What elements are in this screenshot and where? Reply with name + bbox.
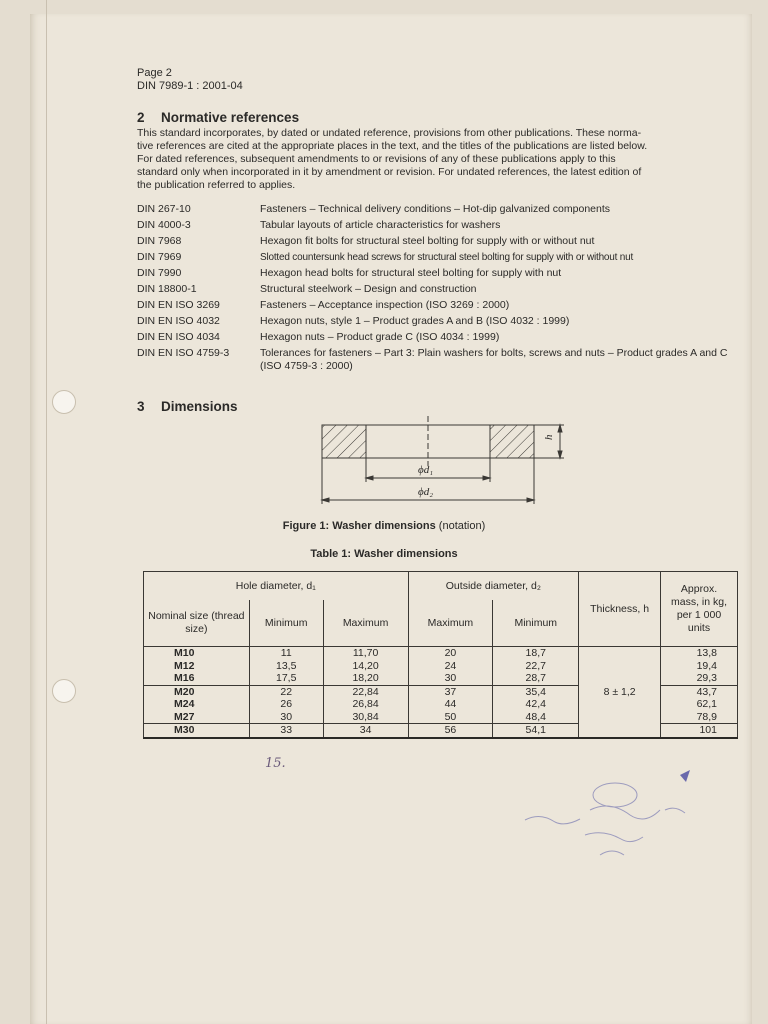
out-max-cell: 30 — [408, 672, 493, 685]
hole-min-cell: 13,5 — [249, 660, 323, 673]
page-header — [137, 67, 243, 93]
out-max-cell: 24 — [408, 660, 493, 673]
size-cell: M30 — [144, 724, 250, 738]
out-min-cell: 18,7 — [493, 647, 579, 660]
label-d1: ϕd₁ — [418, 464, 434, 476]
section-3-number: 3 — [137, 399, 145, 414]
hole-max-cell: 14,20 — [323, 660, 408, 673]
reference-title: Tabular layouts of article characteristics for washers — [260, 218, 501, 231]
out-max-cell: 56 — [408, 724, 493, 738]
reference-code: DIN EN ISO 4759-3 — [137, 347, 230, 359]
reference-item — [137, 233, 742, 249]
reference-title: Slotted countersunk head screws for structural steel bolting for supply with or without nut — [260, 251, 634, 263]
mass-header: Approx. mass, in kg, per 1 000 units — [661, 572, 738, 647]
mass-cell: 29,3 — [661, 672, 738, 685]
nominal-size-header: Nominal size (thread size) — [144, 600, 250, 647]
washer-figure — [0, 410, 768, 530]
hole-min-cell: 30 — [249, 711, 323, 724]
section-2-number: 2 — [137, 110, 145, 125]
table-header-row — [144, 572, 738, 601]
mass-cell: 19,4 — [661, 660, 738, 673]
paragraph-line: the publication referred to applies. — [137, 179, 296, 191]
size-cell: M12 — [144, 660, 250, 673]
label-h: h — [543, 434, 555, 440]
hole-min-header: Minimum — [249, 600, 323, 647]
punch-hole-bottom — [52, 679, 76, 703]
hole-min-cell: 26 — [249, 698, 323, 711]
hole-max-cell: 30,84 — [323, 711, 408, 724]
table-row — [144, 647, 738, 660]
hole-min-cell: 33 — [249, 724, 323, 738]
hole-max-cell: 11,70 — [323, 647, 408, 660]
reference-code: DIN 7968 — [137, 235, 182, 247]
washer-section — [322, 416, 564, 504]
hole-diameter-header: Hole diameter, d₁ — [144, 572, 409, 601]
out-min-cell: 35,4 — [493, 685, 579, 698]
thickness-value-cell: 8 ± 1,2 — [579, 647, 661, 738]
paragraph-line: For dated references, subsequent amendments to or revisions of any of these publications apply to this — [137, 153, 616, 165]
reference-code: DIN EN ISO 4032 — [137, 315, 220, 327]
reference-item — [137, 329, 742, 345]
paragraph-line: tive references are cited at the appropriate places in the text, and the titles of the publications are listed below. — [137, 140, 648, 152]
out-min-cell: 28,7 — [493, 672, 579, 685]
paragraph-line: This standard incorporates, by dated or undated reference, provisions from other publications. These norma- — [137, 127, 642, 139]
figure-caption-rest: (notation) — [435, 520, 486, 532]
figure-caption-bold: Figure 1: Washer dimensions — [282, 520, 436, 532]
size-cell: M10 — [144, 647, 250, 660]
mass-cell: 101 — [661, 724, 738, 738]
reference-item — [137, 201, 742, 217]
section-2-paragraph — [137, 127, 737, 192]
reference-code: DIN EN ISO 3269 — [137, 299, 220, 311]
reference-title: Hexagon nuts, style 1 – Product grades A and B (ISO 4032 : 1999) — [260, 314, 570, 327]
size-cell: M27 — [144, 711, 250, 724]
outside-diameter-header: Outside diameter, d₂ — [408, 572, 579, 601]
out-min-cell: 42,4 — [493, 698, 579, 711]
hole-min-cell: 17,5 — [249, 672, 323, 685]
section-3-title: Dimensions — [161, 399, 238, 414]
out-max-cell: 20 — [408, 647, 493, 660]
handwritten-number: 15. — [265, 756, 286, 771]
out-max-cell: 50 — [408, 711, 493, 724]
out-min-header: Minimum — [493, 600, 579, 647]
reference-code: DIN 7990 — [137, 267, 182, 279]
reference-item — [137, 249, 742, 265]
out-min-cell: 22,7 — [493, 660, 579, 673]
ink-stamp — [515, 765, 715, 875]
reference-title: Hexagon head bolts for structural steel bolting for supply with nut — [260, 266, 562, 279]
out-max-cell: 44 — [408, 698, 493, 711]
hole-max-cell: 34 — [323, 724, 408, 738]
washer-dimensions-table — [143, 571, 738, 739]
reference-item — [137, 345, 742, 374]
reference-code: DIN 7969 — [137, 251, 182, 263]
size-cell: M20 — [144, 685, 250, 698]
section-2-heading — [137, 110, 299, 125]
hole-max-cell: 26,84 — [323, 698, 408, 711]
hole-min-cell: 22 — [249, 685, 323, 698]
reference-code: DIN EN ISO 4034 — [137, 331, 220, 343]
reference-code: DIN 267-10 — [137, 203, 191, 215]
table-caption: Table 1: Washer dimensions — [310, 548, 458, 560]
reference-item — [137, 217, 742, 233]
reference-title: Structural steelwork – Design and construction — [260, 282, 477, 295]
hole-min-cell: 11 — [249, 647, 323, 660]
figure-caption — [0, 520, 768, 532]
reference-item — [137, 297, 742, 313]
reference-item — [137, 281, 742, 297]
reference-list — [137, 201, 742, 374]
out-max-cell: 37 — [408, 685, 493, 698]
reference-code: DIN 4000-3 — [137, 219, 191, 231]
standard-id: DIN 7989-1 : 2001-04 — [137, 80, 243, 92]
mass-cell: 62,1 — [661, 698, 738, 711]
out-max-header: Maximum — [408, 600, 493, 647]
reference-item — [137, 313, 742, 329]
label-d2: ϕd₂ — [418, 486, 434, 498]
reference-title: Hexagon nuts – Product grade C (ISO 4034 : 1999) — [260, 330, 500, 343]
hole-max-cell: 22,84 — [323, 685, 408, 698]
reference-title: Tolerances for fasteners – Part 3: Plain washers for bolts, screws and nuts – Product grades A and C (ISO 4759-3 : 2000) — [260, 346, 728, 372]
reference-title: Fasteners – Technical delivery conditions – Hot-dip galvanized components — [260, 202, 611, 215]
reference-item — [137, 265, 742, 281]
mass-cell: 13,8 — [661, 647, 738, 660]
reference-code: DIN 18800-1 — [137, 283, 197, 295]
reference-title: Hexagon fit bolts for structural steel bolting for supply with or without nut — [260, 234, 595, 247]
hole-max-cell: 18,20 — [323, 672, 408, 685]
paragraph-line: standard only when incorporated in it by amendment or revision. For undated references, the latest edition of — [137, 166, 642, 178]
out-min-cell: 48,4 — [493, 711, 579, 724]
page-number: Page 2 — [137, 67, 172, 79]
mass-cell: 78,9 — [661, 711, 738, 724]
out-min-cell: 54,1 — [493, 724, 579, 738]
reference-title: Fasteners – Acceptance inspection (ISO 3269 : 2000) — [260, 298, 510, 311]
mass-cell: 43,7 — [661, 685, 738, 698]
size-cell: M16 — [144, 672, 250, 685]
hole-max-header: Maximum — [323, 600, 408, 647]
size-cell: M24 — [144, 698, 250, 711]
section-2-title: Normative references — [161, 110, 300, 125]
thickness-header: Thickness, h — [579, 572, 661, 647]
